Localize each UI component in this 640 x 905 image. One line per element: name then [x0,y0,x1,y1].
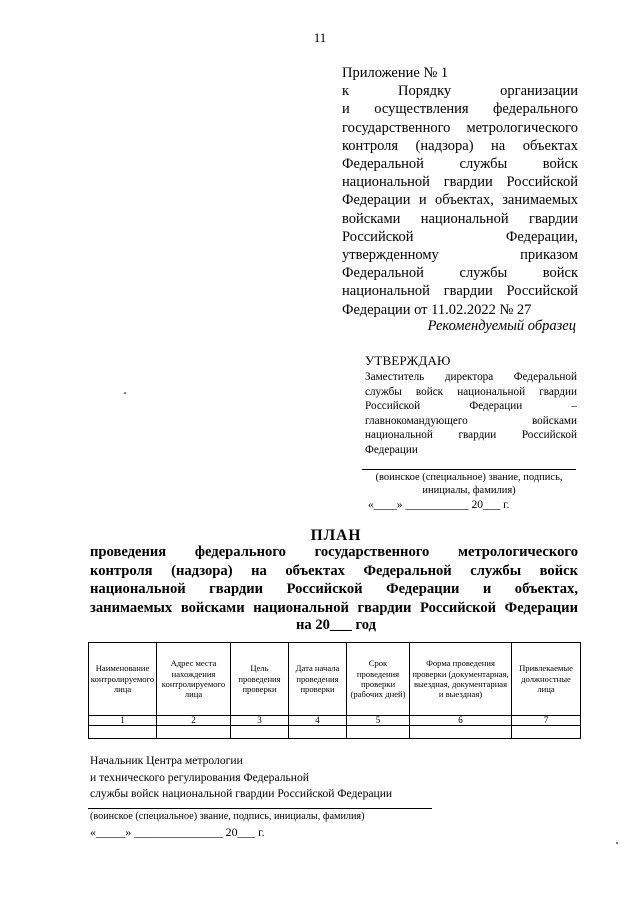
annex-line: и осуществления федерального [342,101,578,118]
table-header-cell: Адрес места нахождения контролируемого лица [157,643,231,716]
annex-line: войсками национальной гвардии [342,210,578,227]
signer-signature-caption: (воинское (специальное) звание, подпись, инициалы, фамилия) [90,811,365,822]
signer-signature-line [88,808,432,809]
table-number-row [89,716,581,726]
table-cell: 7 [512,716,581,726]
plan-title: ПЛАН [310,527,362,544]
plan-subtitle-line: национальной гвардии Российской Федерации и объектах, [90,581,578,598]
annex-line: Федерации от 11.02.2022 № 27 [342,301,532,318]
approval-line: Заместитель директора Федеральной [365,371,577,383]
table-header-row [89,643,581,716]
table-cell [410,726,512,739]
approval-caption-line-2: инициалы, фамилия) [422,485,516,496]
page-number: 11 [313,30,327,45]
approval-date-line: «____» ___________ 20___ г. [368,499,510,511]
scan-speck [124,392,126,394]
sample-label: Рекомендуемый образец [427,318,576,334]
plan-subtitle-line: проведения федерального государственного метрологического [90,544,578,560]
annex-line: к Порядку организации [342,83,578,100]
signer-line: и технического регулирования Федеральной [90,770,309,784]
table-cell [89,726,157,739]
annex-line: Федеральной службы войск [342,265,578,282]
table-row [89,726,581,739]
table-header-cell: Дата начала проведения проверки [289,643,347,716]
table-cell: 2 [157,716,231,726]
signer-line: Начальник Центра метрологии [90,754,243,767]
scan-speck [616,842,618,844]
approval-line: главнокомандующего войсками [365,414,577,427]
table-cell [347,726,410,739]
signer-line: службы войск национальной гвардии Российской Федерации [90,787,393,800]
approval-title: УТВЕРЖДАЮ [365,353,451,368]
approval-line: национальной гвардии Российской [365,429,577,442]
table-cell [157,726,231,739]
annex-line: национальной гвардии Российской [342,174,578,191]
signer-block [90,753,450,803]
annex-line: государственного метрологического [342,119,578,136]
table-header-cell: Цель проведения проверки [231,643,289,716]
approval-signature-caption [362,471,576,497]
table-header-cell: Наименование контролируемого лица [89,643,157,716]
table-cell: 1 [89,716,157,726]
table-cell: 3 [231,716,289,726]
table-header-cell: Привлекаемые должностные лица [512,643,581,716]
table-cell: 6 [410,716,512,726]
table-cell [512,726,581,739]
annex-line: контроля (надзора) на объектах [342,137,578,154]
plan-subtitle-line: контроля (надзора) на объектах Федеральной службы войск [90,562,578,579]
annex-line: утвержденному приказом [342,247,578,264]
annex-line: Федерации и объектах, занимаемых [342,192,578,209]
plan-year: на 20___ год [295,617,376,633]
table-header-cell: Срок проведения проверки (рабочих дней) [347,643,410,716]
table-cell: 4 [289,716,347,726]
annex-line: Федеральной службы войск [342,156,578,173]
approval-line: Федерации [365,443,418,456]
annex-line: Российской Федерации, [342,228,578,245]
table-header-cell: Форма проведения проверки (документарная, выездная, документарная и выездная) [410,643,512,716]
plan-table [88,642,581,739]
approval-signature-line [362,469,576,470]
approval-line: Российской Федерации – [365,400,577,413]
annex-line: Приложение № 1 [342,65,449,81]
table-cell [289,726,347,739]
approval-caption-line-1: (воинское (специальное) звание, подпись, [375,472,563,483]
table-cell: 5 [347,716,410,726]
annex-block [342,64,578,319]
plan-subtitle [90,543,578,617]
table-cell [231,726,289,739]
approval-body [365,370,577,458]
approval-line: службы войск национальной гвардии [365,385,577,398]
signer-date-line: «_____» _______________ 20___ г. [90,825,265,839]
annex-line: национальной гвардии Российской [342,283,578,300]
plan-subtitle-line: занимаемых войсками национальной гвардии Российской Федерации [90,599,578,616]
